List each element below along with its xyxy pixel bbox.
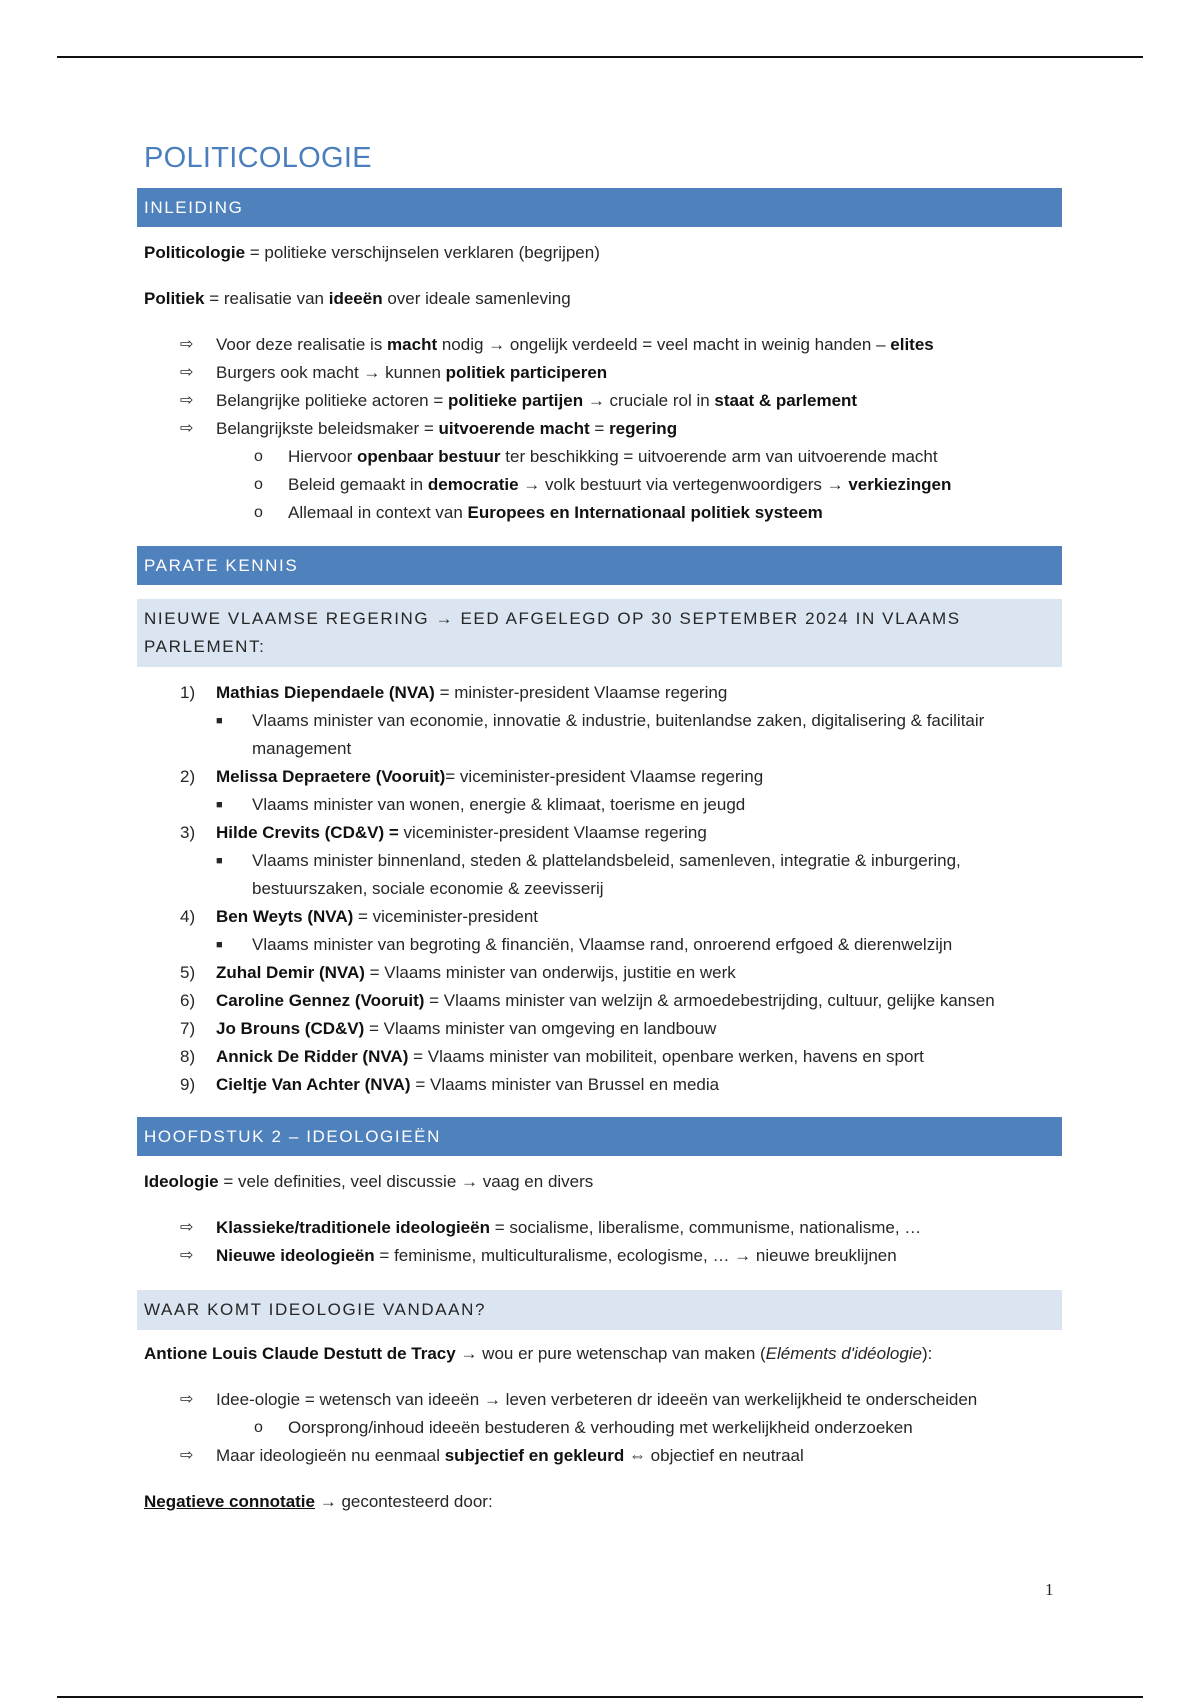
page-number: 1 xyxy=(1045,1580,1054,1599)
portfolio-text: Vlaams minister van economie, innovatie & industrie, buitenlandse zaken, digitalisering & facilitair management xyxy=(252,711,985,758)
heading-ideologieen: HOOFDSTUK 2 – IDEOLOGIEËN xyxy=(137,1117,1062,1156)
minister-name: Annick De Ridder (NVA) xyxy=(216,1047,409,1066)
minister-name: Cieltje Van Achter (NVA) xyxy=(216,1075,411,1094)
heading-parate-kennis: PARATE KENNIS xyxy=(137,546,1062,585)
list-item: ⇨ Burgers ook macht → kunnen politiek participeren xyxy=(137,359,1062,387)
item-number: 7) xyxy=(180,1019,196,1038)
minister-portfolio xyxy=(137,931,1062,959)
header-rule xyxy=(57,56,1143,58)
circle-bullet-icon: o xyxy=(254,448,263,465)
ideologie-list xyxy=(137,1214,1062,1270)
document-title: POLITICOLOGIE xyxy=(144,142,372,174)
minister-name: Jo Brouns (CD&V) xyxy=(216,1019,365,1038)
list-item: ⇨ Klassieke/traditionele ideologieën = socialisme, liberalisme, communisme, nationalisme, … xyxy=(137,1214,1062,1242)
arrow-bullet-icon: ⇨ xyxy=(180,364,194,381)
minister-item xyxy=(137,1071,1062,1099)
definition-text: = politieke verschijnselen verklaren (begrijpen) xyxy=(245,243,600,262)
minister-name: Hilde Crevits (CD&V) = xyxy=(216,823,399,842)
minister-item xyxy=(137,819,1062,847)
portfolio-text: Vlaams minister binnenland, steden & plattelandsbeleid, samenleven, integratie & inburgering, bestuurszaken, sociale economie & zeevisserij xyxy=(252,851,961,898)
minister-role: = Vlaams minister van onderwijs, justitie en werk xyxy=(364,963,736,982)
minister-role: = Vlaams minister van Brussel en media xyxy=(410,1075,720,1094)
item-number: 3) xyxy=(180,823,196,842)
ministers-list xyxy=(137,679,1062,1099)
footer-rule xyxy=(57,1696,1143,1698)
arrow-bullet-icon: ⇨ xyxy=(180,1247,194,1264)
arrow-bullet-icon: ⇨ xyxy=(180,392,194,409)
text: = realisatie van xyxy=(204,289,329,308)
item-number: 2) xyxy=(180,767,196,786)
minister-item xyxy=(137,679,1062,707)
minister-role: = Vlaams minister van mobiliteit, openbare werken, havens en sport xyxy=(408,1047,924,1066)
definition-text: = vele definities, veel discussie → vaag en divers xyxy=(218,1172,594,1191)
minister-role: viceminister-president Vlaamse regering xyxy=(398,823,707,842)
minister-name: Caroline Gennez (Vooruit) xyxy=(216,991,425,1010)
subheading-waar-komt-ideologie-vandaan: WAAR KOMT IDEOLOGIE VANDAAN? xyxy=(137,1290,1062,1330)
subheading-vlaamse-regering: NIEUWE VLAAMSE REGERING → EED AFGELEGD OP 30 SEPTEMBER 2024 IN VLAAMS PARLEMENT: xyxy=(137,599,1062,667)
minister-item xyxy=(137,763,1062,791)
minister-role: = Vlaams minister van omgeving en landbouw xyxy=(364,1019,717,1038)
circle-bullet-icon: o xyxy=(254,1419,263,1436)
term: Ideologie xyxy=(144,1172,219,1191)
item-number: 1) xyxy=(180,683,196,702)
arrow-bullet-icon: ⇨ xyxy=(180,420,194,437)
item-number: 9) xyxy=(180,1075,196,1094)
arrow-bullet-icon: ⇨ xyxy=(180,336,194,353)
minister-name: Mathias Diependaele (NVA) xyxy=(216,683,435,702)
minister-item xyxy=(137,1015,1062,1043)
minister-role: = viceminister-president Vlaamse regering xyxy=(445,767,764,786)
arrow-bullet-icon: ⇨ xyxy=(180,1391,194,1408)
item-number: 8) xyxy=(180,1047,196,1066)
term: Politiek xyxy=(144,289,205,308)
text: over ideale samenleving xyxy=(382,289,571,308)
minister-role: = Vlaams minister van welzijn & armoedebestrijding, cultuur, gelijke kansen xyxy=(424,991,995,1010)
minister-role: = viceminister-president xyxy=(353,907,538,926)
item-number: 5) xyxy=(180,963,196,982)
negative-connotation: Negatieve connotatie → gecontesteerd door: xyxy=(144,1492,493,1511)
circle-bullet-icon: o xyxy=(254,476,263,493)
item-number: 6) xyxy=(180,991,196,1010)
minister-name: Ben Weyts (NVA) xyxy=(216,907,354,926)
sub-list-item: o Hiervoor openbaar bestuur ter beschikking = uitvoerende arm van uitvoerende macht xyxy=(137,443,1062,471)
definition-ideologie xyxy=(144,1170,1062,1194)
document-body xyxy=(137,140,1062,1514)
square-bullet-icon: ■ xyxy=(216,939,223,951)
arrow-bullet-icon: ⇨ xyxy=(180,1219,194,1236)
minister-portfolio xyxy=(137,791,1062,819)
definition-politiek xyxy=(144,287,1062,311)
sub-list-item: o Beleid gemaakt in democratie → volk bestuurt via vertegenwoordigers → verkiezingen xyxy=(137,471,1062,499)
minister-item xyxy=(137,1043,1062,1071)
origin-paragraph: Antione Louis Claude Destutt de Tracy → wou er pure wetenschap van maken (Eléments d'idéologie): xyxy=(144,1344,933,1363)
definition-politicologie xyxy=(144,241,1062,265)
list-item: ⇨ Nieuwe ideologieën = feminisme, multiculturalisme, ecologisme, … → nieuwe breuklijnen xyxy=(137,1242,1062,1270)
sub-list-item: o Allemaal in context van Europees en Internationaal politiek systeem xyxy=(137,499,1062,527)
heading-inleiding: INLEIDING xyxy=(137,188,1062,227)
minister-item xyxy=(137,959,1062,987)
list-item: ⇨ Belangrijkste beleidsmaker = uitvoerende macht = regering xyxy=(137,415,1062,443)
minister-name: Melissa Depraetere (Vooruit) xyxy=(216,767,446,786)
minister-item xyxy=(137,903,1062,931)
sub-list-item: o Oorsprong/inhoud ideeën bestuderen & verhouding met werkelijkheid onderzoeken xyxy=(137,1414,1062,1442)
text-bold: ideeën xyxy=(328,289,383,308)
minister-role: = minister-president Vlaamse regering xyxy=(434,683,728,702)
square-bullet-icon: ■ xyxy=(216,715,223,727)
minister-portfolio xyxy=(137,707,1062,763)
list-item: ⇨ Maar ideologieën nu eenmaal subjectief en gekleurd ⇔ objectief en neutraal xyxy=(137,1442,1062,1470)
square-bullet-icon: ■ xyxy=(216,799,223,811)
portfolio-text: Vlaams minister van wonen, energie & klimaat, toerisme en jeugd xyxy=(252,795,746,814)
minister-portfolio xyxy=(137,847,1062,903)
item-number: 4) xyxy=(180,907,196,926)
list-item: ⇨ Belangrijke politieke actoren = politieke partijen → cruciale rol in staat & parlement xyxy=(137,387,1062,415)
circle-bullet-icon: o xyxy=(254,504,263,521)
inleiding-list xyxy=(137,331,1062,527)
square-bullet-icon: ■ xyxy=(216,855,223,867)
minister-name: Zuhal Demir (NVA) xyxy=(216,963,365,982)
origin-list xyxy=(137,1386,1062,1470)
minister-item xyxy=(137,987,1062,1015)
list-item: ⇨ Voor deze realisatie is macht nodig → ongelijk verdeeld = veel macht in weinig handen – elites xyxy=(137,331,1062,359)
list-item: ⇨ Idee-ologie = wetensch van ideeën → leven verbeteren dr ideeën van werkelijkheid te onderscheiden xyxy=(137,1386,1062,1414)
portfolio-text: Vlaams minister van begroting & financiën, Vlaamse rand, onroerend erfgoed & dierenwelzijn xyxy=(252,935,953,954)
arrow-bullet-icon: ⇨ xyxy=(180,1447,194,1464)
term: Politicologie xyxy=(144,243,246,262)
